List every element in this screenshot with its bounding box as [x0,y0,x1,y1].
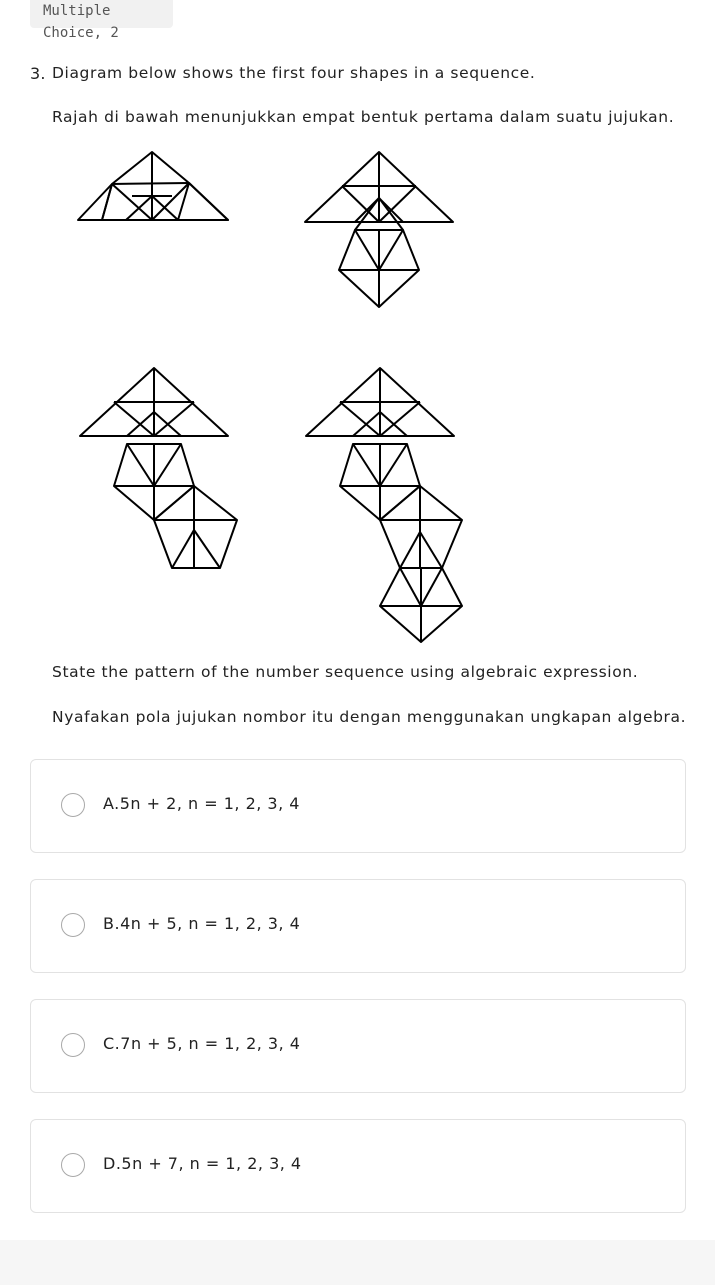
option-c-label: C.7n + 5, n = 1, 2, 3, 4 [103,1034,301,1053]
option-b-label: B.4n + 5, n = 1, 2, 3, 4 [103,914,301,933]
option-d-label: D.5n + 7, n = 1, 2, 3, 4 [103,1154,302,1173]
prompt-text-ms: Nyafakan pola jujukan nombor itu dengan menggunakan ungkapan algebra. [52,708,687,726]
option-a[interactable] [30,759,686,853]
footer-band [0,1240,715,1285]
shape-4 [306,368,462,642]
radio-button-c[interactable] [61,1033,85,1057]
sequence-diagram [52,140,502,650]
option-a-label: A.5n + 2, n = 1, 2, 3, 4 [103,794,300,813]
option-d[interactable] [30,1119,686,1213]
question-type-badge: Multiple Choice, 2 [30,0,173,28]
triangle-sequence-diagram [52,140,502,650]
shape-3 [80,368,237,568]
prompt-text-en: State the pattern of the number sequence using algebraic expression. [52,663,639,681]
question-text-en: Diagram below shows the first four shapes in a sequence. [52,64,536,82]
shape-1 [78,152,228,220]
radio-button-b[interactable] [61,913,85,937]
radio-button-d[interactable] [61,1153,85,1177]
shape-2 [305,152,453,307]
option-b[interactable] [30,879,686,973]
question-number: 3. [30,64,46,83]
option-c[interactable] [30,999,686,1093]
radio-button-a[interactable] [61,793,85,817]
question-text-ms: Rajah di bawah menunjukkan empat bentuk pertama dalam suatu jujukan. [52,108,675,126]
